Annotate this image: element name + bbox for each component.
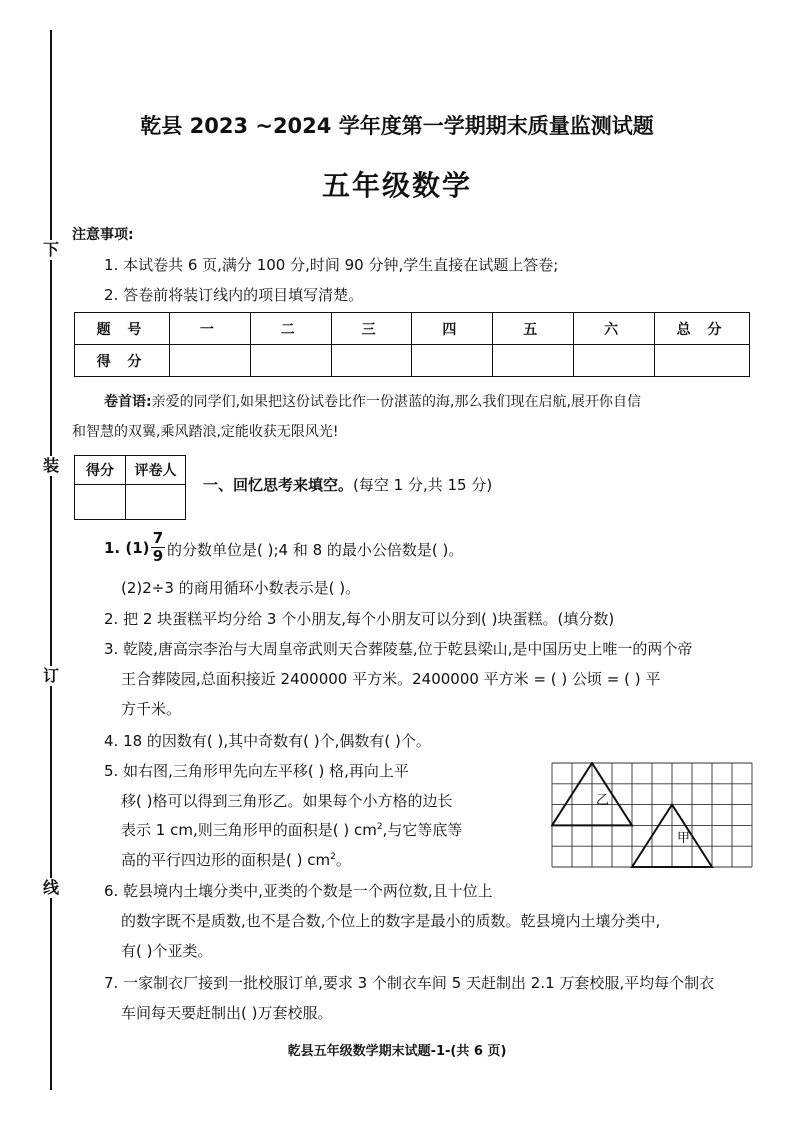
triangle-yi-label: 乙 [596,793,610,808]
question-7-line-1: 7. 一家制衣厂接到一批校服订单,要求 3 个制衣车间 5 天赶制出 2.1 万套校服,平均每个制衣 [104,974,715,992]
preface-text-1: 亲爱的同学们,如果把这份试卷比作一份湛蓝的海,那么我们现在启航,展开你自信 [151,394,641,410]
question-4: 4. 18 的因数有( ),其中奇数有( )个,偶数有( )个。 [104,732,431,750]
grader-box-score-cell[interactable] [75,485,126,520]
score-table-header: 总 分 [655,313,750,345]
score-table [74,312,750,377]
exam-subject: 五年级数学 [321,169,472,202]
section-1-note: (每空 1 分,共 15 分) [353,476,493,494]
notice-heading: 注意事项: [72,227,134,243]
preface-label: 卷首语: [104,394,152,410]
question-2: 2. 把 2 块蛋糕平均分给 3 个小朋友,每个小朋友可以分到( )块蛋糕。(填分数) [104,610,615,628]
question-6-line-2: 的数字既不是质数,也不是合数,个位上的数字是最小的质数。乾县境内土壤分类中, [121,912,661,930]
question-7-line-2: 车间每天要赶制出( )万套校服。 [121,1004,333,1022]
grader-box-grader-label: 评卷人 [126,456,186,485]
q5-sup-1: 2 [376,822,383,832]
q1-fraction-denominator: 9 [152,547,164,565]
grader-box [74,455,186,520]
triangle-grid-figure [551,762,753,868]
score-cell[interactable] [331,345,412,377]
binding-char-ding: 订 [42,666,59,685]
q1-fraction [151,530,165,565]
question-3-line-2: 王合葬陵园,总面积接近 2400000 平方米。2400000 平方米 = ( ) 公顷 = ( ) 平 [121,670,661,688]
question-5-line-3 [121,819,462,840]
question-5-line-1: 5. 如右图,三角形甲先向左平移( ) 格,再向上平 [104,762,409,780]
binding-char-xian: 线 [42,878,59,897]
question-5-line-2: 移( )格可以得到三角形乙。如果每个小方格的边长 [121,792,453,810]
score-table-header: 三 [331,313,412,345]
binding-char-zhuang: 装 [42,456,59,475]
preface-line-2: 和智慧的双翼,乘风踏浪,定能收获无限风光! [72,424,339,440]
score-row-label: 得 分 [75,345,170,377]
score-cell[interactable] [493,345,574,377]
score-table-header: 六 [574,313,655,345]
section-1-title: 一、回忆思考来填空。 [203,476,354,494]
score-cell[interactable] [412,345,493,377]
q5-line4-b: 。 [335,851,351,869]
score-cell[interactable] [655,345,750,377]
grader-box-score-label: 得分 [75,456,126,485]
q5-line3-a: 表示 1 cm,则三角形甲的面积是( ) cm [121,821,377,839]
score-table-header: 一 [170,313,251,345]
question-3-line-1: 3. 乾陵,唐高宗李治与大周皇帝武则天合葬陵墓,位于乾县梁山,是中国历史上唯一的两个帝 [104,640,693,658]
score-table-header: 题 号 [75,313,170,345]
question-5-line-4 [121,849,351,870]
question-6-line-1: 6. 乾县境内土壤分类中,亚类的个数是一个两位数,且十位上 [104,882,493,900]
page-footer: 乾县五年级数学期末试题-1-(共 6 页) [287,1044,507,1059]
score-cell[interactable] [574,345,655,377]
q5-sup-2: 2 [330,852,336,862]
preface-line-1 [104,391,641,411]
question-3-line-3: 方千米。 [121,700,182,718]
q1-part2: (2)2÷3 的商用循环小数表示是( )。 [121,579,361,597]
q1-prefix: 1. (1) [104,539,150,557]
notice-item-2: 2. 答卷前将装订线内的项目填写清楚。 [104,286,364,304]
q5-line4-a: 高的平行四边形的面积是( ) cm [121,851,331,869]
question-6-line-3: 有( )个亚类。 [121,942,213,960]
score-table-header: 五 [493,313,574,345]
section-1-heading [203,474,492,495]
score-table-header: 四 [412,313,493,345]
grader-box-grader-cell[interactable] [126,485,186,520]
score-cell[interactable] [250,345,331,377]
notice-item-1: 1. 本试卷共 6 页,满分 100 分,时间 90 分钟,学生直接在试题上答卷; [104,256,559,274]
score-cell[interactable] [170,345,251,377]
exam-title: 乾县 2023 ~2024 学年度第一学期期末质量监测试题 [140,114,654,138]
score-table-header: 二 [250,313,331,345]
q5-line3-b: ,与它等底等 [382,821,463,839]
triangle-jia-label: 甲 [677,831,691,846]
q1-part1-text: 的分数单位是( );4 和 8 的最小公倍数是( )。 [167,541,464,559]
binding-char-xia: 下 [42,240,59,259]
q1-fraction-numerator: 7 [152,529,164,547]
